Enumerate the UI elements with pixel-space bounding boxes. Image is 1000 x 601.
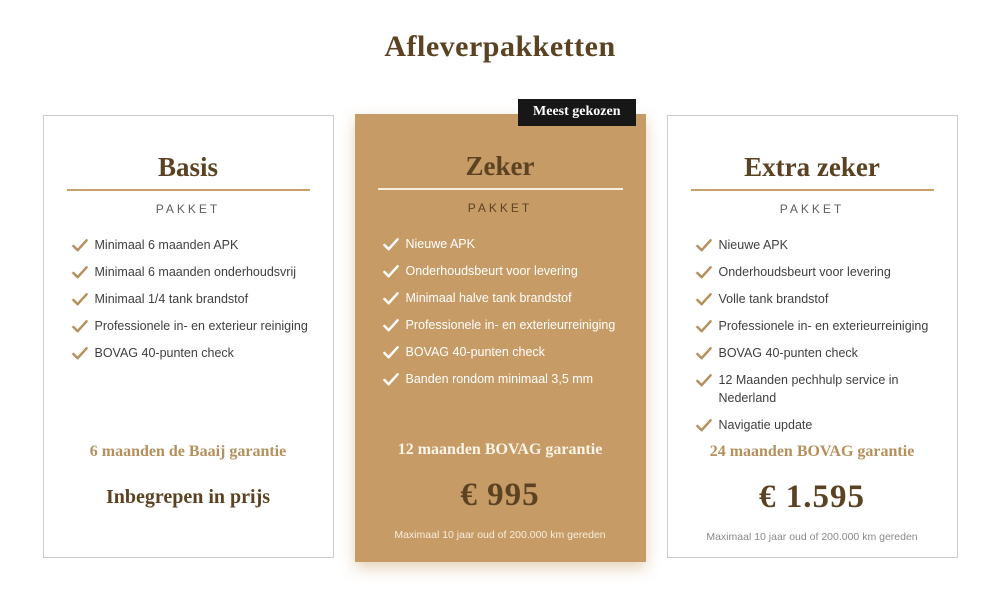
feature-item — [696, 344, 937, 362]
feature-list — [355, 235, 646, 388]
divider — [378, 188, 623, 190]
feature-text: 12 Maanden pechhulp service in Nederland — [718, 373, 899, 405]
check-icon — [383, 264, 399, 279]
most-chosen-badge: Meest gekozen — [518, 99, 635, 126]
feature-item — [696, 236, 937, 254]
feature-text: BOVAG 40-punten check — [94, 346, 234, 360]
feature-list — [44, 236, 333, 362]
guarantee-text: 6 maanden de Baaij garantie — [89, 443, 287, 460]
card-subtitle: PAKKET — [155, 202, 221, 216]
feature-item — [383, 343, 626, 361]
price-text: Inbegrepen in prijs — [105, 486, 271, 508]
check-icon — [383, 291, 399, 306]
divider — [691, 189, 934, 191]
price-amount: € 995 — [460, 477, 540, 513]
package-card-extra-zeker[interactable] — [667, 115, 958, 558]
package-cards — [0, 104, 1000, 562]
feature-text: Professionele in- en exterieur reiniging — [94, 319, 308, 333]
feature-text: Minimaal 6 maanden APK — [94, 238, 239, 252]
feature-item — [696, 263, 937, 281]
check-icon — [696, 346, 712, 361]
feature-text: Minimaal 1/4 tank brandstof — [94, 292, 249, 306]
check-icon — [696, 373, 712, 388]
feature-text: Professionele in- en exterieurreiniging — [718, 319, 929, 333]
feature-item — [383, 235, 626, 253]
card-title: Extra zeker — [744, 152, 880, 182]
card-subtitle: PAKKET — [467, 201, 533, 215]
check-icon — [383, 318, 399, 333]
guarantee-text: 24 maanden BOVAG garantie — [709, 443, 915, 460]
feature-item — [72, 263, 313, 281]
feature-text: Volle tank brandstof — [718, 292, 829, 306]
feature-item — [383, 370, 626, 388]
condition-note: Maximaal 10 jaar oud of 200.000 km gereden — [394, 529, 606, 541]
check-icon — [383, 345, 399, 360]
feature-item — [72, 290, 313, 308]
page-title: Afleverpakketten — [384, 30, 616, 63]
feature-item — [72, 236, 313, 254]
divider — [67, 189, 310, 191]
package-card-basis[interactable] — [43, 115, 334, 558]
check-icon — [696, 265, 712, 280]
check-icon — [383, 372, 399, 387]
check-icon — [696, 418, 712, 433]
feature-text: BOVAG 40-punten check — [718, 346, 858, 360]
guarantee-text: 12 maanden BOVAG garantie — [397, 441, 603, 458]
check-icon — [696, 319, 712, 334]
feature-text: Banden rondom minimaal 3,5 mm — [405, 372, 594, 386]
feature-text: Onderhoudsbeurt voor levering — [718, 265, 891, 279]
card-title: Zeker — [465, 151, 535, 181]
condition-note: Maximaal 10 jaar oud of 200.000 km gereden — [706, 531, 918, 543]
feature-item — [696, 371, 937, 407]
check-icon — [72, 265, 88, 280]
check-icon — [72, 346, 88, 361]
check-icon — [72, 319, 88, 334]
check-icon — [696, 292, 712, 307]
feature-item — [696, 290, 937, 308]
feature-text: Minimaal 6 maanden onderhoudsvrij — [94, 265, 297, 279]
package-card-zeker[interactable] — [355, 104, 646, 562]
feature-text: Onderhoudsbeurt voor levering — [405, 264, 578, 278]
check-icon — [72, 292, 88, 307]
price-amount: € 1.595 — [759, 479, 865, 515]
feature-text: Nieuwe APK — [405, 237, 475, 251]
afleverpakketten-section — [0, 30, 1000, 601]
feature-item — [696, 416, 937, 434]
card-subtitle: PAKKET — [779, 202, 845, 216]
feature-text: BOVAG 40-punten check — [405, 345, 545, 359]
card-title: Basis — [157, 152, 219, 182]
check-icon — [696, 238, 712, 253]
feature-item — [696, 317, 937, 335]
feature-item — [383, 289, 626, 307]
feature-text: Navigatie update — [718, 418, 813, 432]
feature-item — [72, 317, 313, 335]
feature-item — [383, 262, 626, 280]
check-icon — [383, 237, 399, 252]
feature-text: Professionele in- en exterieurreiniging — [405, 318, 616, 332]
feature-item — [383, 316, 626, 334]
feature-text: Minimaal halve tank brandstof — [405, 291, 572, 305]
feature-text: Nieuwe APK — [718, 238, 788, 252]
feature-list — [668, 236, 957, 434]
check-icon — [72, 238, 88, 253]
feature-item — [72, 344, 313, 362]
